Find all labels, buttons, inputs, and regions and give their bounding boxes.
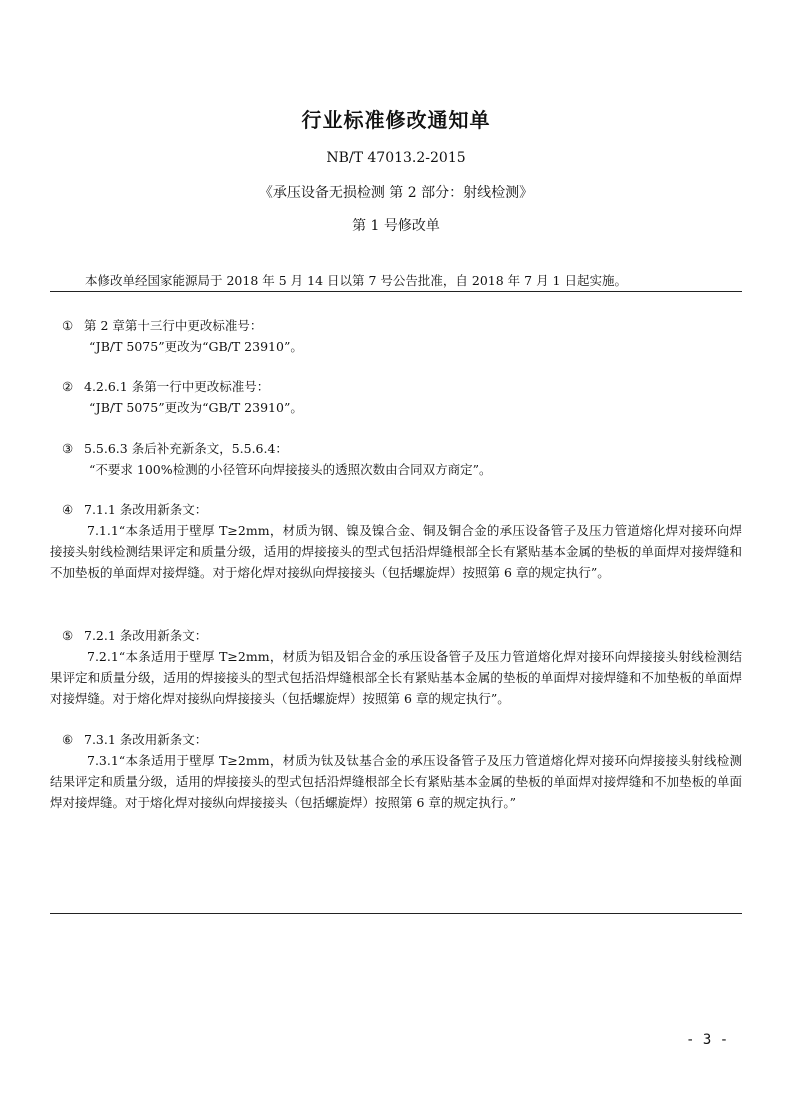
item-content: “不要求 100%检测的小径管环向焊接接头的透照次数由合同双方商定”。 <box>89 462 492 477</box>
item-marker: ② <box>62 379 74 394</box>
item-marker: ⑥ <box>62 732 74 747</box>
item-marker: ③ <box>62 441 74 456</box>
approval-statement: 本修改单经国家能源局于 2018 年 5 月 14 日以第 7 号公告批准，自 2018 年 7 月 1 日起实施。 <box>85 273 627 288</box>
item-heading <box>50 499 742 520</box>
header-divider <box>50 291 742 292</box>
amendment-item-2 <box>50 376 742 418</box>
document-title: 行业标准修改通知单 <box>301 108 491 132</box>
item-marker: ⑤ <box>62 628 74 643</box>
amendment-item-4 <box>50 499 742 583</box>
item-heading <box>50 315 742 336</box>
amendment-number: 第 1 号修改单 <box>352 218 440 234</box>
amendment-item-3 <box>50 438 742 480</box>
item-heading-text: 7.2.1 条改用新条文： <box>84 628 208 643</box>
standard-name: 《承压设备无损检测 第 2 部分：射线检测》 <box>258 185 534 201</box>
item-content: “JB/T 5075”更改为“GB/T 23910”。 <box>89 339 303 354</box>
item-content: 7.3.1“本条适用于壁厚 T≥2mm，材质为钛及钛基合金的承压设备管子及压力管道熔化焊对接环向焊接接头射线检测结果评定和质量分级，适用的焊接接头的型式包括沿焊缝根部全长有紧贴基本金属的垫板的单面焊对接焊缝和不加垫板的单面焊对接焊缝。对于熔化焊对接纵向焊接接头（包括螺旋焊）按照第 6 章的规定执行。” <box>50 753 742 810</box>
item-heading-text: 5.5.6.3 条后补充新条文，5.5.6.4： <box>84 441 288 456</box>
standard-number: NB/T 47013.2-2015 <box>326 150 466 166</box>
item-heading-text: 第 2 章第十三行中更改标准号： <box>84 318 263 333</box>
item-content: 7.2.1“本条适用于壁厚 T≥2mm，材质为铝及铝合金的承压设备管子及压力管道熔化焊对接环向焊接接头射线检测结果评定和质量分级，适用的焊接接头的型式包括沿焊缝根部全长有紧贴基本金属的垫板的单面焊对接焊缝和不加垫板的单面焊对接焊缝。对于熔化焊对接纵向焊接接头（包括螺旋焊）按照第 6 章的规定执行”。 <box>50 649 742 706</box>
item-heading <box>50 625 742 646</box>
item-heading-text: 7.1.1 条改用新条文： <box>84 502 208 517</box>
item-content: “JB/T 5075”更改为“GB/T 23910”。 <box>89 400 303 415</box>
item-content: 7.1.1“本条适用于壁厚 T≥2mm，材质为钢、镍及镍合金、铜及铜合金的承压设备管子及压力管道熔化焊对接环向焊接接头射线检测结果评定和质量分级，适用的焊接接头的型式包括沿焊缝根部全长有紧贴基本金属的垫板的单面焊对接焊缝和不加垫板的单面焊对接焊缝。对于熔化焊对接纵向焊接接头（包括螺旋焊）按照第 6 章的规定执行”。 <box>50 523 742 580</box>
item-heading <box>50 438 742 459</box>
item-marker: ④ <box>62 502 74 517</box>
item-heading-text: 4.2.6.1 条第一行中更改标准号： <box>84 379 270 394</box>
amendment-item-1 <box>50 315 742 357</box>
item-heading-text: 7.3.1 条改用新条文： <box>84 732 208 747</box>
footer-divider <box>50 913 742 914</box>
item-marker: ① <box>62 318 74 333</box>
item-heading <box>50 729 742 750</box>
page-number: - 3 - <box>686 1032 729 1048</box>
amendment-item-5 <box>50 625 742 709</box>
amendment-item-6 <box>50 729 742 813</box>
item-heading <box>50 376 742 397</box>
